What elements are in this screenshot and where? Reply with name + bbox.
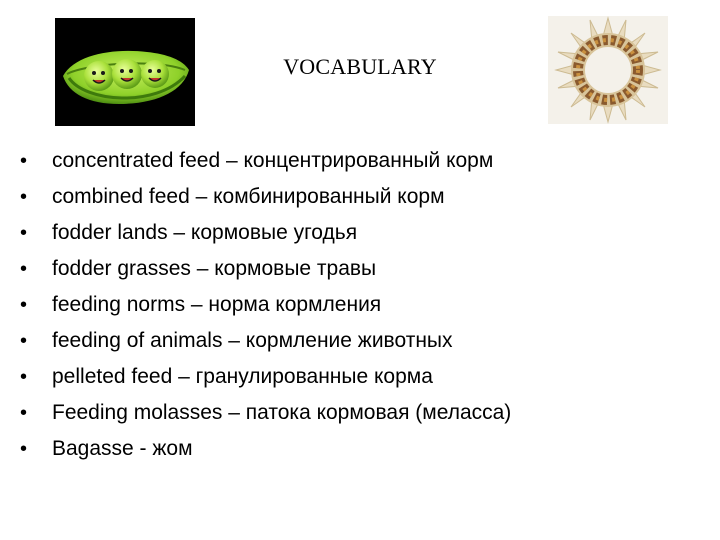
vocab-entry: pelleted feed – гранулированные корма [52, 365, 433, 388]
pea-pod-image [55, 18, 195, 126]
bullet: • [20, 330, 28, 352]
bullet: • [20, 402, 28, 424]
bullet: • [20, 294, 28, 316]
vocab-entry: combined feed – комбинированный корм [52, 185, 445, 208]
list-item [20, 362, 511, 398]
corn-wreath-image [548, 16, 668, 124]
list-item [20, 146, 511, 182]
vocab-entry: fodder grasses – кормовые травы [52, 257, 377, 280]
bullet: • [20, 222, 28, 244]
vocab-entry: fodder lands – кормовые угодья [52, 221, 358, 244]
page-title: VOCABULARY [283, 54, 437, 79]
list-item [20, 254, 511, 290]
vocabulary-list [20, 146, 511, 470]
bullet: • [20, 150, 28, 172]
vocab-entry: feeding norms – норма кормления [52, 293, 382, 316]
list-item [20, 326, 511, 362]
vocab-entry: Feeding molasses – патока кормовая (меласса) [52, 401, 512, 424]
vocab-entry: feeding of animals – кормление животных [52, 329, 453, 352]
list-item [20, 434, 511, 470]
bullet: • [20, 186, 28, 208]
list-item [20, 398, 511, 434]
list-item [20, 290, 511, 326]
bullet: • [20, 438, 28, 460]
bullet: • [20, 366, 28, 388]
vocab-entry: Bagasse - жом [52, 437, 193, 460]
bullet: • [20, 258, 28, 280]
pea-pod-icon [55, 18, 195, 126]
list-item [20, 182, 511, 218]
corn-wreath-icon [548, 16, 668, 124]
vocab-entry: concentrated feed – концентрированный корм [52, 149, 494, 172]
list-item [20, 218, 511, 254]
